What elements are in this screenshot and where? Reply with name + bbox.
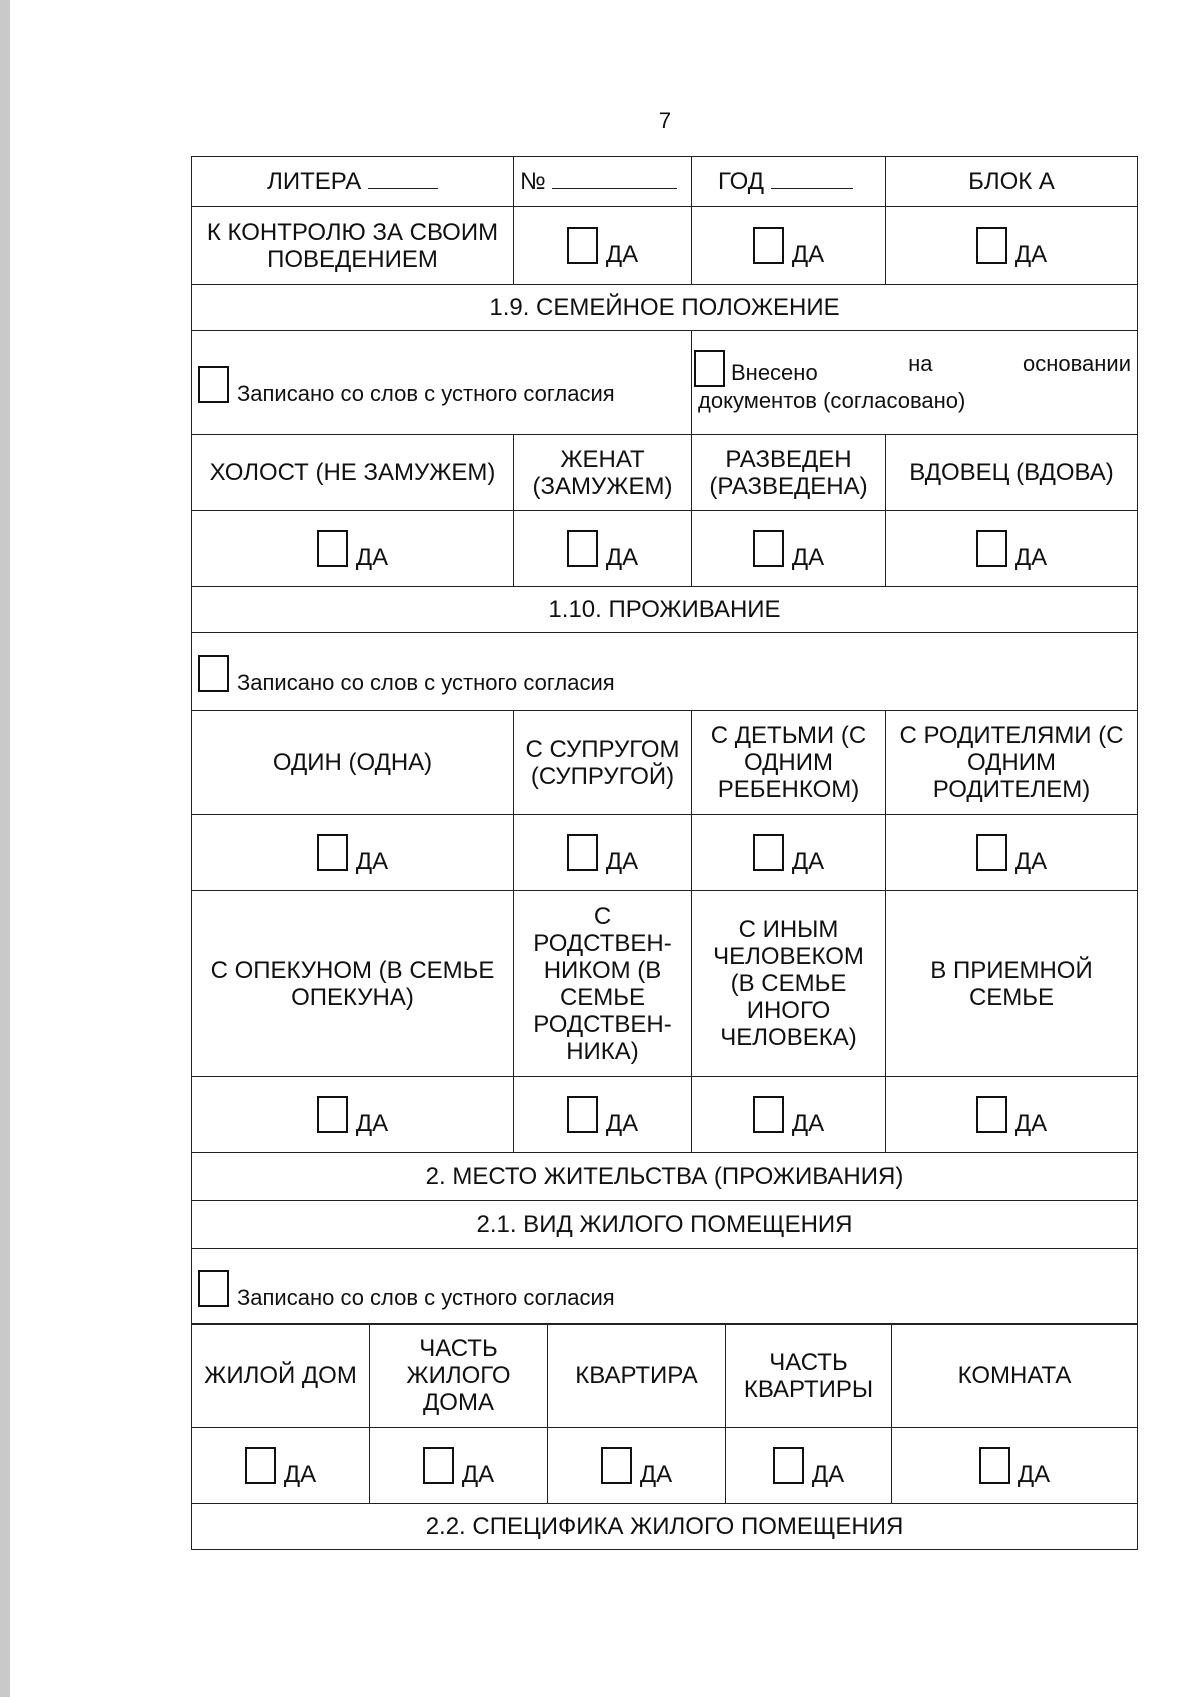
marital-consent-cell	[192, 331, 692, 435]
yes-label: ДА	[355, 544, 389, 571]
living-checkbox-row-2	[192, 1077, 1138, 1153]
consent-label: Записано со слов с устного согласия	[237, 670, 615, 695]
living-check-cell	[692, 815, 886, 891]
housing-check-cell	[192, 1428, 370, 1504]
yes-label: ДА	[1014, 848, 1048, 875]
yes-label: ДА	[355, 848, 389, 875]
living-check-cell	[886, 1077, 1138, 1153]
living-consent-cell	[192, 633, 1138, 711]
yes-label: ДА	[1014, 544, 1048, 571]
housing-check-cell	[892, 1428, 1138, 1504]
control-option-1	[514, 207, 692, 285]
documents-line-2: документов (согласовано)	[698, 388, 966, 413]
specifics-section-title: 2.2. СПЕЦИФИКА ЖИЛОГО ПОМЕЩЕНИЯ	[192, 1504, 1138, 1550]
checkbox[interactable]	[423, 1447, 454, 1484]
living-check-cell	[886, 815, 1138, 891]
year-cell	[692, 157, 886, 207]
marital-option-married: ЖЕНАТ (ЗАМУЖЕМ)	[514, 435, 692, 511]
yes-label: ДА	[283, 1461, 317, 1489]
checkbox[interactable]	[567, 530, 598, 567]
checkbox[interactable]	[976, 1096, 1007, 1133]
residence-section-row	[192, 1153, 1138, 1201]
checkbox[interactable]	[753, 530, 784, 567]
documents-checkbox[interactable]	[694, 350, 725, 387]
checkbox[interactable]	[567, 834, 598, 871]
consent-checkbox[interactable]	[198, 655, 229, 692]
housing-options-row	[192, 1324, 1138, 1428]
housing-checkbox-row	[192, 1428, 1138, 1504]
housing-option-part-apartment: ЧАСТЬ КВАРТИРЫ	[726, 1324, 892, 1428]
form-table-main	[191, 156, 1138, 1325]
year-field[interactable]	[771, 168, 853, 189]
residence-consent-row	[192, 1249, 1138, 1325]
consent-checkbox[interactable]	[198, 1270, 229, 1307]
yes-label: ДА	[811, 1461, 845, 1489]
questionnaire-form	[191, 156, 1137, 1550]
housing-option-room: КОМНАТА	[892, 1324, 1138, 1428]
checkbox[interactable]	[773, 1447, 804, 1484]
living-section-row	[192, 587, 1138, 633]
living-option-spouse: С СУПРУГОМ (СУПРУГОЙ)	[514, 711, 692, 815]
residence-subsection-row	[192, 1201, 1138, 1249]
consent-checkbox[interactable]	[198, 366, 229, 403]
living-options-row-2	[192, 891, 1138, 1077]
living-check-cell	[192, 815, 514, 891]
residence-consent-cell	[192, 1249, 1138, 1325]
number-cell	[514, 157, 692, 207]
block-cell	[886, 157, 1138, 207]
living-option-other-person: С ИНЫМ ЧЕЛОВЕКОМ (В СЕМЬЕ ИНОГО ЧЕЛОВЕКА)	[692, 891, 886, 1077]
documents-word: на	[908, 351, 933, 376]
specifics-section-row	[192, 1504, 1138, 1550]
living-option-relative: С РОДСТВЕН-НИКОМ (В СЕМЬЕ РОДСТВЕН-НИКА)	[514, 891, 692, 1077]
living-option-alone: ОДИН (ОДНА)	[192, 711, 514, 815]
checkbox[interactable]	[567, 227, 598, 264]
number-label: №	[520, 168, 546, 195]
yes-label: ДА	[639, 1461, 673, 1489]
housing-check-cell	[726, 1428, 892, 1504]
yes-label: ДА	[791, 241, 825, 268]
marital-option-single: ХОЛОСТ (НЕ ЗАМУЖЕМ)	[192, 435, 514, 511]
checkbox[interactable]	[976, 530, 1007, 567]
living-option-parents: С РОДИТЕЛЯМИ (С ОДНИМ РОДИТЕЛЕМ)	[886, 711, 1138, 815]
checkbox[interactable]	[753, 834, 784, 871]
consent-label: Записано со слов с устного согласия	[237, 381, 615, 406]
marital-check-cell	[886, 511, 1138, 587]
checkbox[interactable]	[976, 834, 1007, 871]
marital-check-cell	[514, 511, 692, 587]
marital-section-title: 1.9. СЕМЕЙНОЕ ПОЛОЖЕНИЕ	[192, 285, 1138, 331]
yes-label: ДА	[355, 1110, 389, 1137]
marital-check-cell	[192, 511, 514, 587]
living-option-guardian: С ОПЕКУНОМ (В СЕМЬЕ ОПЕКУНА)	[192, 891, 514, 1077]
number-field[interactable]	[552, 168, 677, 189]
form-table-housing	[191, 1323, 1138, 1550]
marital-consent-row	[192, 331, 1138, 435]
yes-label: ДА	[461, 1461, 495, 1489]
control-row	[192, 207, 1138, 285]
marital-option-widowed: ВДОВЕЦ (ВДОВА)	[886, 435, 1138, 511]
living-options-row-1	[192, 711, 1138, 815]
marital-options-row	[192, 435, 1138, 511]
housing-option-apartment: КВАРТИРА	[548, 1324, 726, 1428]
housing-check-cell	[548, 1428, 726, 1504]
yes-label: ДА	[605, 544, 639, 571]
living-section-title: 1.10. ПРОЖИВАНИЕ	[192, 587, 1138, 633]
residence-subsection-title: 2.1. ВИД ЖИЛОГО ПОМЕЩЕНИЯ	[192, 1201, 1138, 1249]
litera-cell	[192, 157, 514, 207]
living-check-cell	[192, 1077, 514, 1153]
marital-documents-cell	[692, 331, 1138, 435]
checkbox[interactable]	[979, 1447, 1010, 1484]
checkbox[interactable]	[753, 227, 784, 264]
living-option-children: С ДЕТЬМИ (С ОДНИМ РЕБЕНКОМ)	[692, 711, 886, 815]
checkbox[interactable]	[245, 1447, 276, 1484]
page-number: 7	[658, 108, 672, 133]
living-option-foster-family: В ПРИЕМНОЙ СЕМЬЕ	[886, 891, 1138, 1077]
checkbox[interactable]	[317, 834, 348, 871]
yes-label: ДА	[1014, 241, 1048, 268]
block-label: БЛОК А	[968, 168, 1055, 195]
residence-section-title: 2. МЕСТО ЖИТЕЛЬСТВА (ПРОЖИВАНИЯ)	[192, 1153, 1138, 1201]
marital-checkbox-row	[192, 511, 1138, 587]
marital-check-cell	[692, 511, 886, 587]
living-check-cell	[514, 815, 692, 891]
living-check-cell	[514, 1077, 692, 1153]
living-check-cell	[692, 1077, 886, 1153]
checkbox[interactable]	[601, 1447, 632, 1484]
litera-label: ЛИТЕРА	[267, 168, 362, 195]
living-consent-row	[192, 633, 1138, 711]
litera-field[interactable]	[368, 168, 438, 189]
housing-option-house: ЖИЛОЙ ДОМ	[192, 1324, 370, 1428]
yes-label: ДА	[791, 1110, 825, 1137]
yes-label: ДА	[605, 848, 639, 875]
consent-label: Записано со слов с устного согласия	[237, 1285, 615, 1310]
checkbox[interactable]	[976, 227, 1007, 264]
checkbox[interactable]	[317, 1096, 348, 1133]
marital-section-row	[192, 285, 1138, 331]
checkbox[interactable]	[317, 530, 348, 567]
housing-check-cell	[370, 1428, 548, 1504]
yes-label: ДА	[605, 1110, 639, 1137]
housing-option-part-house: ЧАСТЬ ЖИЛОГО ДОМА	[370, 1324, 548, 1428]
year-label: ГОД	[718, 168, 765, 195]
documents-word: Внесено	[731, 360, 818, 385]
yes-label: ДА	[791, 544, 825, 571]
header-row	[192, 157, 1138, 207]
yes-label: ДА	[1014, 1110, 1048, 1137]
documents-line-1	[694, 350, 1131, 387]
living-checkbox-row-1	[192, 815, 1138, 891]
yes-label: ДА	[605, 241, 639, 268]
control-option-3	[886, 207, 1138, 285]
control-option-2	[692, 207, 886, 285]
marital-option-divorced: РАЗВЕДЕН (РАЗВЕДЕНА)	[692, 435, 886, 511]
control-label: К КОНТРОЛЮ ЗА СВОИМ ПОВЕДЕНИЕМ	[192, 207, 514, 285]
yes-label: ДА	[1017, 1461, 1051, 1489]
documents-word: основании	[1022, 351, 1131, 376]
yes-label: ДА	[791, 848, 825, 875]
checkbox[interactable]	[567, 1096, 598, 1133]
scan-edge	[0, 0, 10, 1697]
checkbox[interactable]	[753, 1096, 784, 1133]
